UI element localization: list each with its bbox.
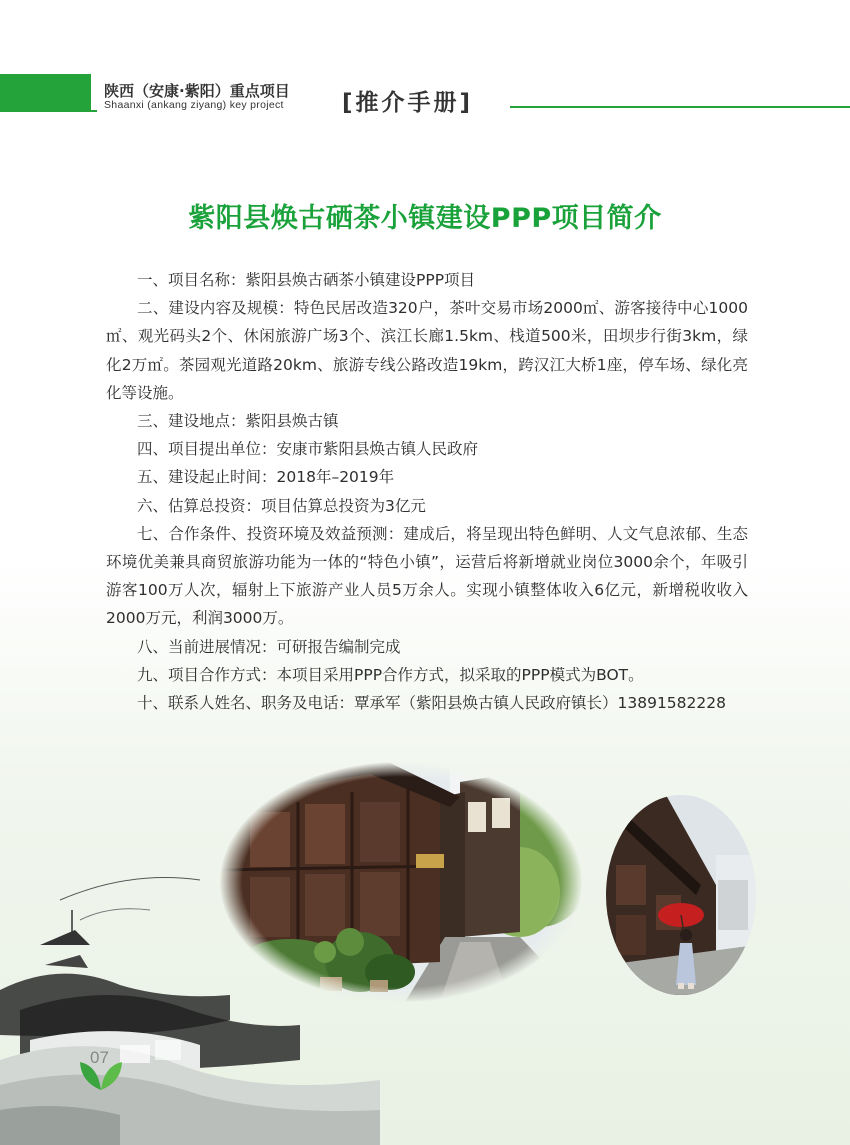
item-location: 三、建设地点：紫阳县焕古镇 xyxy=(137,412,339,431)
item-scope: 二、建设内容及规模：特色民居改造320户，茶叶交易市场2000㎡、游客接待中心1000㎡、观光码头2个、休闲旅游广场3个、滨江长廊1.5km、栈道500米，田坝步行街3km，绿化2万㎡。茶园观光道路20km、旅游专线公路改造19km，跨汉江大桥1座，停车场、绿化亮化等设施。 xyxy=(106,299,748,402)
item-progress: 八、当前进展情况：可研报告编制完成 xyxy=(137,637,401,656)
item-investment: 六、估算总投资：项目估算总投资为3亿元 xyxy=(137,496,426,515)
ink-landscape-decoration xyxy=(0,860,380,1145)
header-book-title: [推介手册] xyxy=(342,90,474,116)
header-rule-left xyxy=(91,110,97,112)
umbrella-girl-photo xyxy=(606,795,756,995)
item-cooperation: 九、项目合作方式：本项目采用PPP合作方式，拟采取的PPP模式为BOT。 xyxy=(137,665,644,684)
item-name: 一、项目名称：紫阳县焕古硒茶小镇建设PPP项目 xyxy=(137,271,476,289)
header-rule xyxy=(510,106,850,108)
item-period: 五、建设起止时间：2018年–2019年 xyxy=(137,468,395,487)
header-project-cn: 陕西（安康·紫阳）重点项目 xyxy=(104,82,290,100)
project-description xyxy=(106,266,748,717)
page-number: 07 xyxy=(90,1048,109,1067)
item-contact: 十、联系人姓名、职务及电话：覃承军（紫阳县焕古镇人民政府镇长）13891582228 xyxy=(137,694,726,713)
item-proposer: 四、项目提出单位：安康市紫阳县焕古镇人民政府 xyxy=(137,440,479,459)
item-benefits: 七、合作条件、投资环境及效益预测：建成后，将呈现出特色鲜明、人文气息浓郁、生态环境优美兼具商贸旅游功能为一体的“特色小镇”，运营后将新增就业岗位3000余个，年吸引游客100万人次，辐射上下旅游产业人员5万余人。实现小镇整体收入6亿元，新增税收收入2000万元，利润3000万。 xyxy=(106,524,748,628)
page-title: 紫阳县焕古硒茶小镇建设PPP项目简介 xyxy=(188,203,662,234)
header-green-bar xyxy=(0,74,91,112)
header-project-en: Shaanxi (ankang ziyang) key project xyxy=(104,99,284,111)
